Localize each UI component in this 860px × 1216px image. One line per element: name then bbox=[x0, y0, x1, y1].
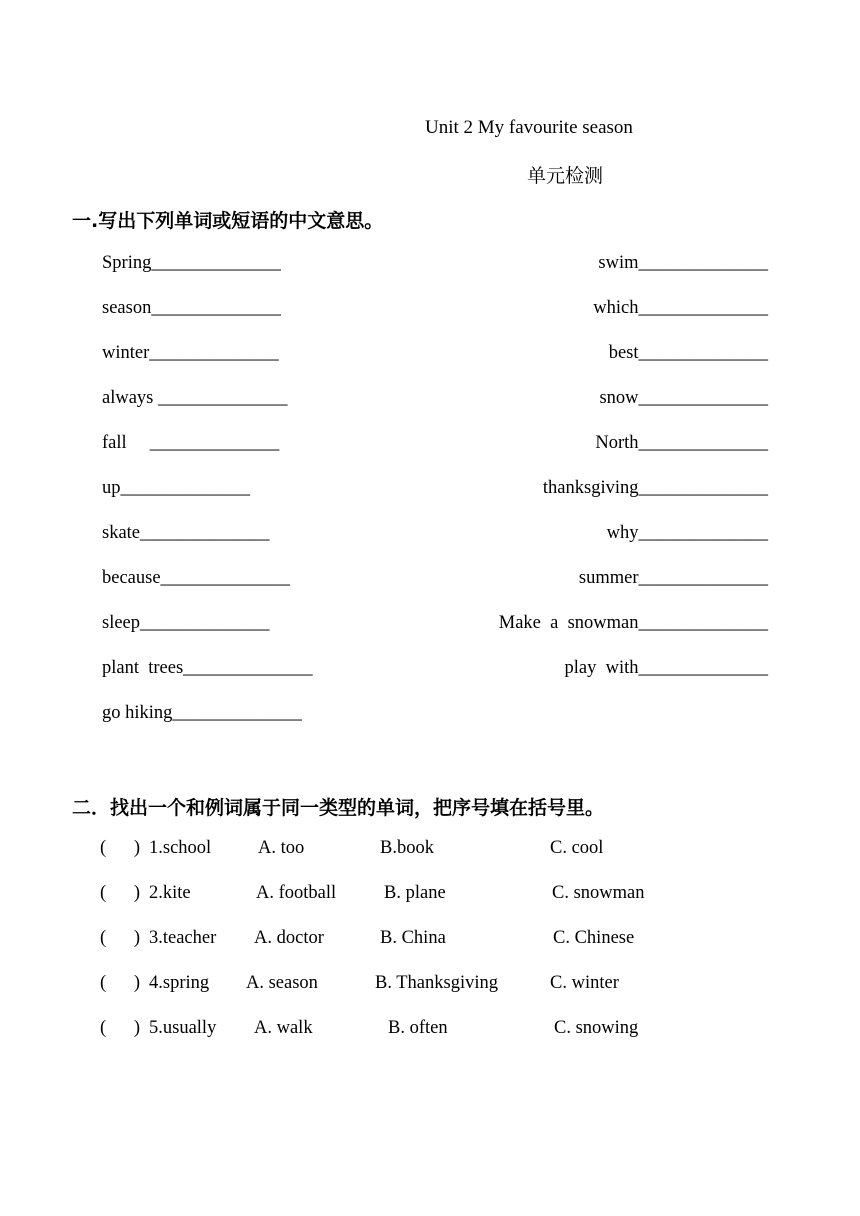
vocab-item-right: why______________ bbox=[606, 523, 768, 543]
option-a: A. doctor bbox=[254, 928, 324, 948]
vocab-item-left: skate______________ bbox=[102, 523, 270, 543]
vocab-item-left: season______________ bbox=[102, 298, 281, 318]
vocab-item-left: always ______________ bbox=[102, 388, 288, 408]
vocab-row bbox=[0, 343, 860, 373]
option-b: B. plane bbox=[384, 883, 446, 903]
vocab-row bbox=[0, 523, 860, 553]
option-b: B. often bbox=[388, 1018, 448, 1038]
question-row bbox=[0, 883, 860, 913]
vocab-item-right: swim______________ bbox=[598, 253, 768, 273]
vocab-row bbox=[0, 433, 860, 463]
document-subtitle: 单元检测 bbox=[527, 165, 604, 187]
vocab-item-right: best______________ bbox=[608, 343, 768, 363]
question-stem: 5.usually bbox=[149, 1018, 217, 1038]
section-1-heading: 一.写出下列单词或短语的中文意思。 bbox=[72, 210, 384, 232]
vocab-row bbox=[0, 388, 860, 418]
vocab-row bbox=[0, 253, 860, 283]
vocab-row bbox=[0, 298, 860, 328]
vocab-item-right: play with______________ bbox=[564, 658, 768, 678]
question-row bbox=[0, 1018, 860, 1048]
answer-blank[interactable]: ( ) bbox=[100, 973, 141, 993]
vocab-item-left: up______________ bbox=[102, 478, 250, 498]
option-b: B. China bbox=[380, 928, 446, 948]
question-stem: 2.kite bbox=[149, 883, 191, 903]
option-a: A. season bbox=[246, 973, 318, 993]
vocab-item-left: fall ______________ bbox=[102, 433, 280, 453]
vocab-item-left: sleep______________ bbox=[102, 613, 270, 633]
option-b: B. Thanksgiving bbox=[375, 973, 498, 993]
question-stem: 1.school bbox=[149, 838, 212, 858]
option-a: A. walk bbox=[254, 1018, 313, 1038]
vocab-item-left: because______________ bbox=[102, 568, 291, 588]
option-c: C. cool bbox=[550, 838, 604, 858]
option-c: C. Chinese bbox=[553, 928, 635, 948]
question-row bbox=[0, 928, 860, 958]
vocab-row bbox=[0, 478, 860, 508]
option-c: C. snowing bbox=[554, 1018, 639, 1038]
question-stem: 3.teacher bbox=[149, 928, 217, 948]
question-row bbox=[0, 838, 860, 868]
vocab-item-right: thanksgiving______________ bbox=[542, 478, 768, 498]
vocab-item-left: winter______________ bbox=[102, 343, 279, 363]
vocab-item-left: plant trees______________ bbox=[102, 658, 313, 678]
vocab-row bbox=[0, 703, 860, 733]
answer-blank[interactable]: ( ) bbox=[100, 883, 141, 903]
option-b: B.book bbox=[380, 838, 434, 858]
vocab-row bbox=[0, 568, 860, 598]
question-row bbox=[0, 973, 860, 1003]
option-c: C. winter bbox=[550, 973, 619, 993]
vocab-row bbox=[0, 613, 860, 643]
option-a: A. football bbox=[256, 883, 337, 903]
question-stem: 4.spring bbox=[149, 973, 210, 993]
section-2-heading: 二．找出一个和例词属于同一类型的单词，把序号填在括号里。 bbox=[72, 797, 605, 819]
vocab-row bbox=[0, 658, 860, 688]
vocab-item-left: go hiking______________ bbox=[102, 703, 302, 723]
answer-blank[interactable]: ( ) bbox=[100, 1018, 141, 1038]
answer-blank[interactable]: ( ) bbox=[100, 838, 141, 858]
document-title: Unit 2 My favourite season bbox=[425, 117, 633, 138]
option-a: A. too bbox=[258, 838, 305, 858]
vocab-item-right: Make a snowman______________ bbox=[498, 613, 768, 633]
vocab-item-right: which______________ bbox=[593, 298, 768, 318]
vocab-item-left: Spring______________ bbox=[102, 253, 281, 273]
vocab-item-right: North______________ bbox=[595, 433, 768, 453]
option-c: C. snowman bbox=[552, 883, 645, 903]
answer-blank[interactable]: ( ) bbox=[100, 928, 141, 948]
vocab-item-right: summer______________ bbox=[578, 568, 768, 588]
vocab-item-right: snow______________ bbox=[599, 388, 768, 408]
